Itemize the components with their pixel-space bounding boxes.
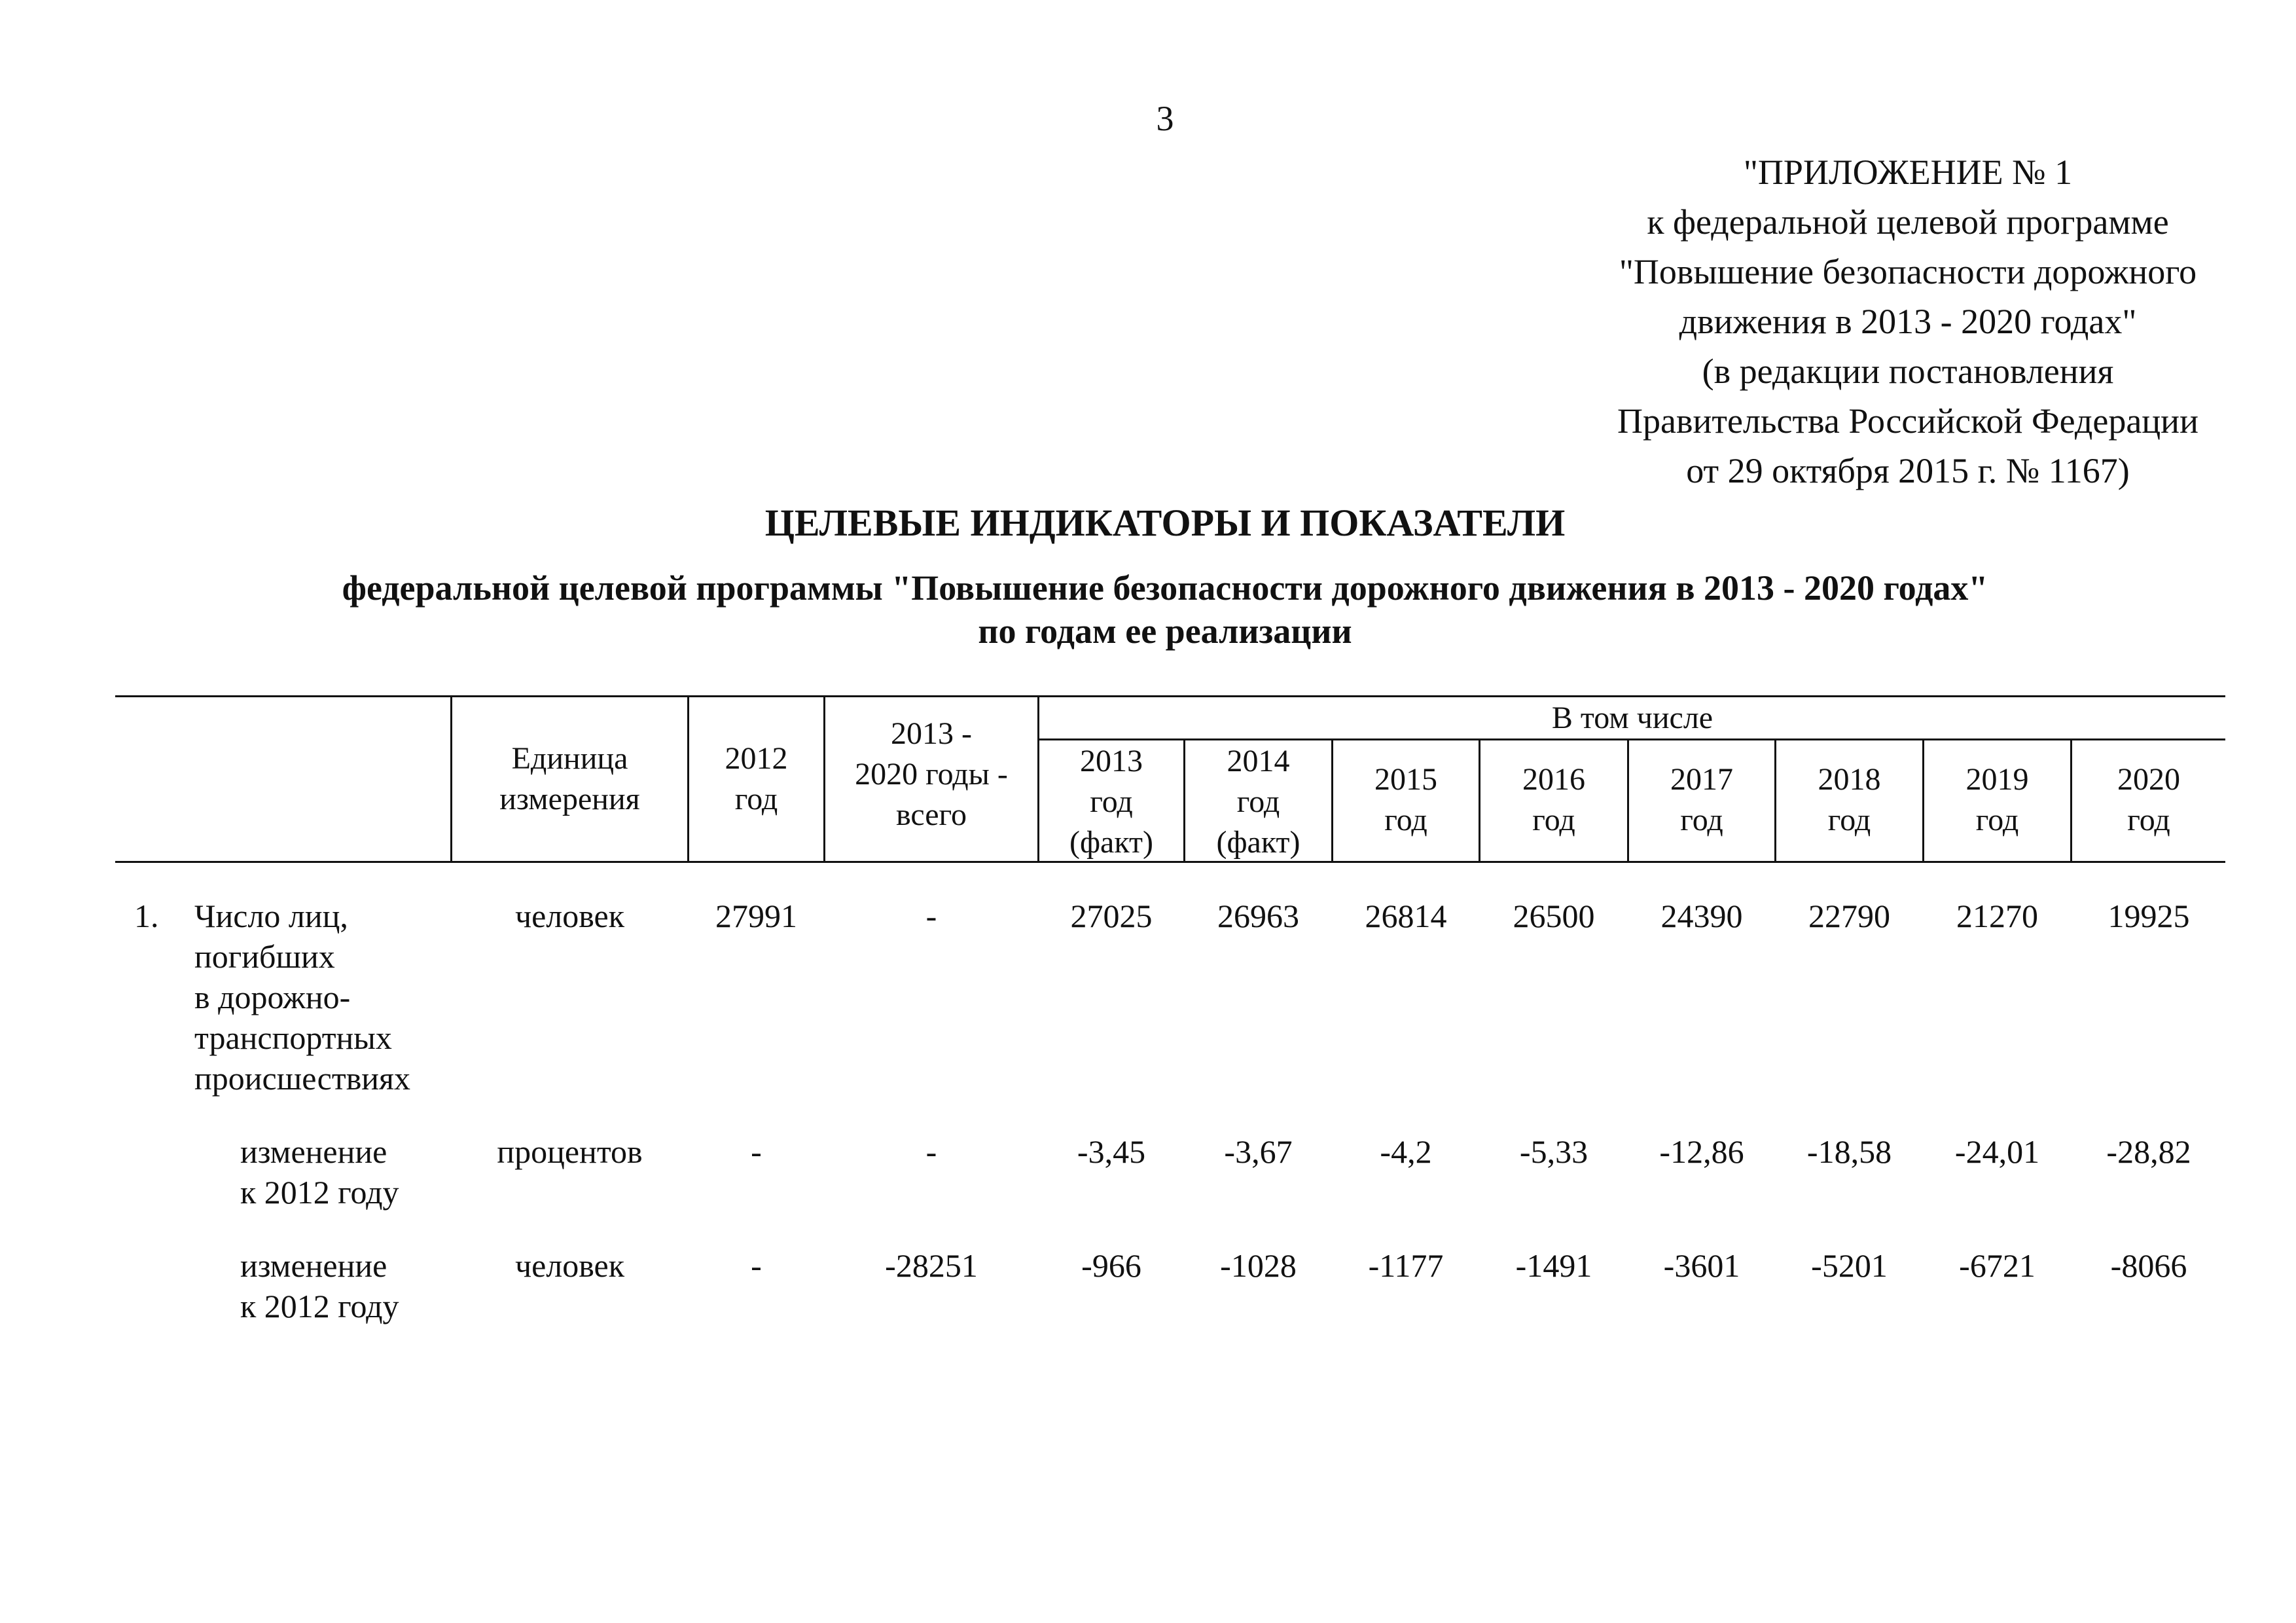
appendix-line: от 29 октября 2015 г. № 1167) xyxy=(1686,451,2130,490)
header-year-2017: 2017 год xyxy=(1670,762,1733,837)
header-unit: Единица измерения xyxy=(499,741,640,816)
cell-2017: 24390 xyxy=(1660,898,1743,934)
cell-2020: 19925 xyxy=(2108,898,2190,934)
appendix-block xyxy=(1499,147,2296,496)
cell-2012: 27991 xyxy=(715,898,797,934)
cell-unit: человек xyxy=(514,1247,625,1284)
cell-2012: - xyxy=(751,1247,762,1284)
subheading-line: по годам ее реализации xyxy=(978,611,1352,651)
cell-2013: -966 xyxy=(1081,1247,1141,1284)
appendix-line: к федеральной целевой программе xyxy=(1647,202,2169,242)
appendix-title: "ПРИЛОЖЕНИЕ № 1 xyxy=(1743,153,2073,192)
cell-2020: -8066 xyxy=(2110,1247,2187,1284)
appendix-line: "Повышение безопасности дорожного xyxy=(1619,252,2197,291)
row-name: изменение к 2012 году xyxy=(240,1247,399,1324)
cell-2020: -28,82 xyxy=(2106,1133,2191,1170)
cell-2018: -5201 xyxy=(1811,1247,1888,1284)
cell-2012: - xyxy=(751,1133,762,1170)
cell-2017: -3601 xyxy=(1663,1247,1740,1284)
cell-2014: 26963 xyxy=(1217,898,1299,934)
header-year-2019: 2019 год xyxy=(1965,762,2029,837)
cell-2016: -1491 xyxy=(1515,1247,1592,1284)
header-year-2016: 2016 год xyxy=(1522,762,1585,837)
page-number: 3 xyxy=(1156,99,1174,138)
appendix-line: (в редакции постановления xyxy=(1702,352,2114,391)
row-number: 1. xyxy=(134,898,159,934)
cell-2019: 21270 xyxy=(1956,898,2038,934)
header-2012: 2012 год xyxy=(725,741,788,816)
cell-2018: -18,58 xyxy=(1806,1133,1892,1170)
cell-2017: -12,86 xyxy=(1659,1133,1744,1170)
header-year-2013: 2013 год (факт) xyxy=(1069,744,1154,860)
table-top-rule xyxy=(115,695,2225,697)
cell-2013: -3,45 xyxy=(1077,1133,1146,1170)
header-year-2020: 2020 год xyxy=(2117,762,2180,837)
cell-total: - xyxy=(925,1133,937,1170)
cell-total: - xyxy=(925,898,937,934)
cell-2019: -6721 xyxy=(1959,1247,2036,1284)
group-header-rule xyxy=(1037,739,2225,740)
header-group: В том числе xyxy=(1551,701,1713,735)
cell-2014: -1028 xyxy=(1220,1247,1297,1284)
cell-2015: -1177 xyxy=(1368,1247,1444,1284)
cell-2016: -5,33 xyxy=(1519,1133,1588,1170)
header-year-2015: 2015 год xyxy=(1374,762,1437,837)
document-subheading xyxy=(0,566,2296,653)
cell-2015: 26814 xyxy=(1365,898,1447,934)
cell-2013: 27025 xyxy=(1070,898,1153,934)
cell-2014: -3,67 xyxy=(1224,1133,1293,1170)
cell-2018: 22790 xyxy=(1808,898,1890,934)
header-year-2014: 2014 год (факт) xyxy=(1216,744,1300,860)
row-name: Число лиц, погибших в дорожно- транспортных происшествиях xyxy=(194,898,411,1097)
header-year-2018: 2018 год xyxy=(1818,762,1881,837)
cell-total: -28251 xyxy=(885,1247,978,1284)
cell-unit: человек xyxy=(514,898,625,934)
row-name: изменение к 2012 году xyxy=(240,1133,399,1211)
cell-unit: процентов xyxy=(497,1133,643,1170)
subheading-line: федеральной целевой программы "Повышение безопасности дорожного движения в 2013 - 2020 годах" xyxy=(342,568,1988,608)
cell-2019: -24,01 xyxy=(1954,1133,2040,1170)
cell-2015: -4,2 xyxy=(1380,1133,1432,1170)
appendix-line: движения в 2013 - 2020 годах" xyxy=(1679,302,2137,341)
cell-2016: 26500 xyxy=(1513,898,1595,934)
header-total: 2013 - 2020 годы - всего xyxy=(855,716,1008,832)
document-heading: ЦЕЛЕВЫЕ ИНДИКАТОРЫ И ПОКАЗАТЕЛИ xyxy=(764,501,1566,544)
appendix-line: Правительства Российской Федерации xyxy=(1617,401,2198,441)
